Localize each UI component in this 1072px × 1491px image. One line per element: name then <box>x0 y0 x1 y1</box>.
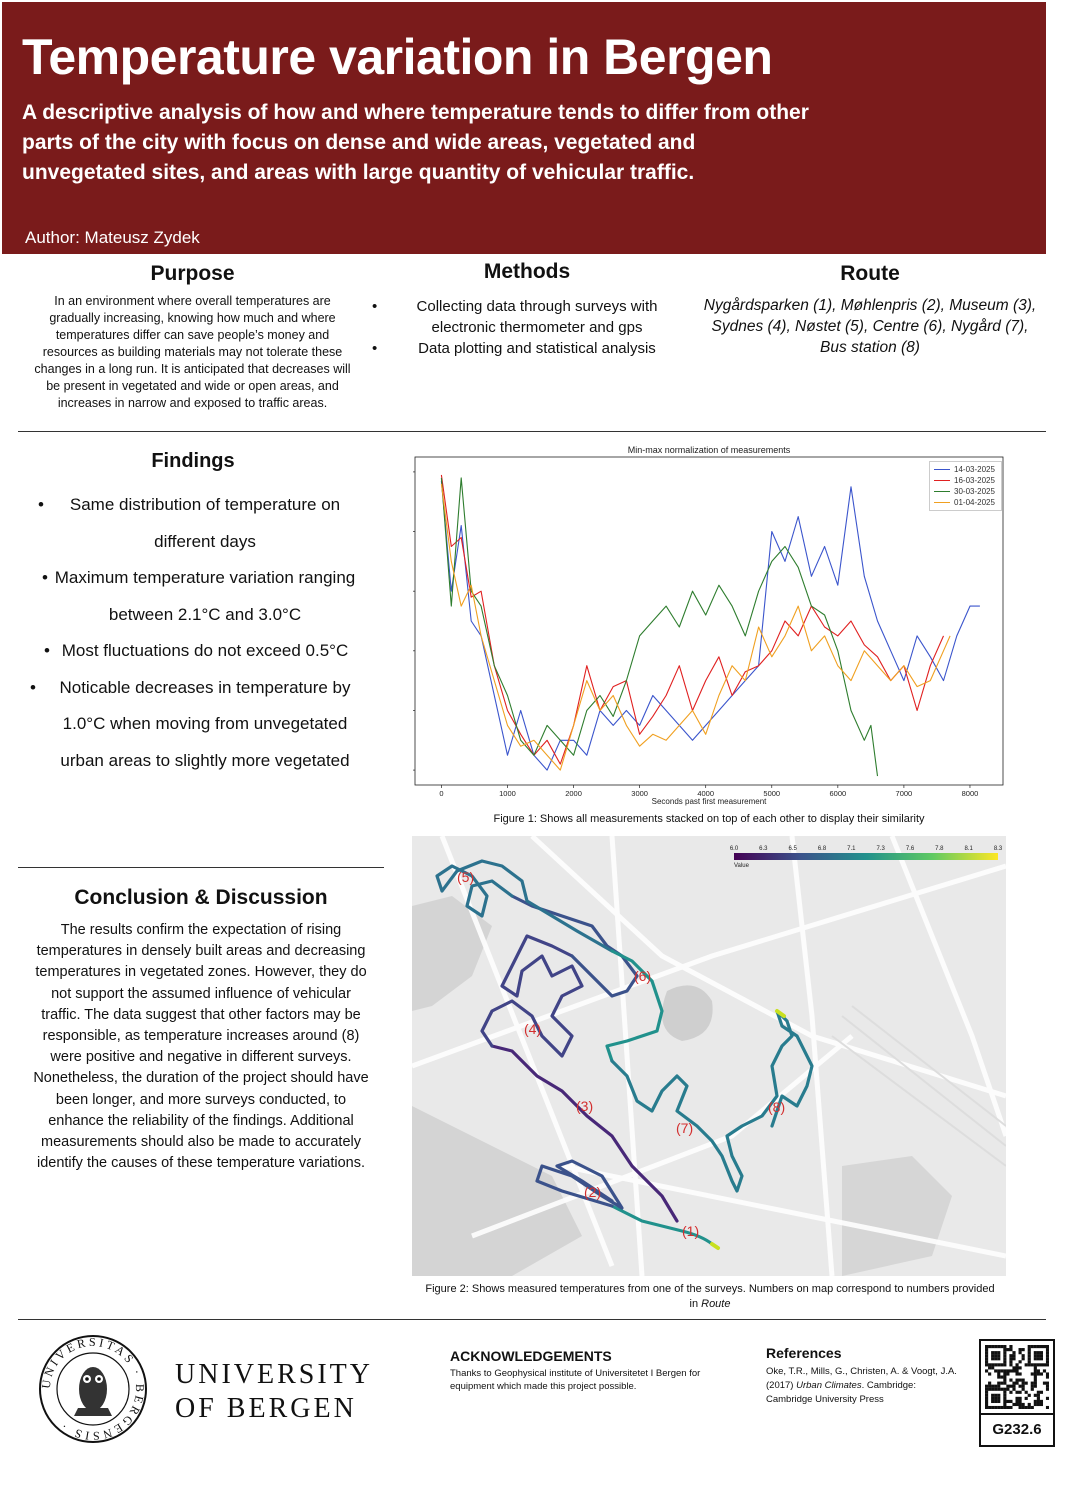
colorbar-tick: 7.8 <box>935 846 944 852</box>
legend-entry: 16-03-2025 <box>934 475 995 486</box>
map-label: (6) <box>634 968 652 984</box>
route-section <box>700 262 1040 358</box>
colorbar-tick: 6.5 <box>788 846 797 852</box>
methods-item: • Data plotting and statistical analysis <box>372 340 656 357</box>
bullet-icon: • <box>38 495 44 514</box>
findings-item: • Most fluctuations do not exceed 0.5°C <box>28 633 358 670</box>
conclusion-text: The results confirm the expectation of rising temperatures in densely built areas and decreasing temperatures in vegetated zones. However, they do not support the assumed influence of vehicular traffic. The data suggest that other factors may be responsible, as temperature increases around (8) were positive and negative in different surveys. Nonetheless, the duration of the project should have been longer, and more surveys conducted, to enhance the reliability of the findings. Additional measurements should also be made to accurately identify the causes of these temperature variations. <box>33 922 369 1172</box>
findings-list <box>28 487 358 779</box>
lake-icon <box>662 985 713 1041</box>
reference-entry: Oke, T.R., Mills, G., Christen, A. & Voogt, J.A. (2017) Urban Climates. Cambridge: Cambridge University Press <box>766 1366 957 1405</box>
methods-list <box>372 296 682 359</box>
figure2-caption: Figure 2: Shows measured temperatures from one of the surveys. Numbers on map correspond to numbers provided in Route <box>425 1283 995 1310</box>
acknowledgements-section <box>450 1348 750 1393</box>
findings-divider <box>18 867 384 868</box>
chart-title: Min-max normalization of measurements <box>627 445 791 455</box>
colorbar <box>734 853 998 860</box>
bullet-icon: • <box>372 298 378 315</box>
map-label: (7) <box>676 1120 694 1136</box>
x-tick-label: 1000 <box>499 789 516 798</box>
purpose-section <box>30 262 355 412</box>
colorbar-tick: 6.0 <box>729 846 739 852</box>
university-name: UNIVERSITY OF BERGEN <box>175 1359 373 1424</box>
bullet-icon: • <box>42 568 48 587</box>
purpose-title: Purpose <box>150 262 235 285</box>
university-seal-icon <box>38 1334 148 1444</box>
figure1-caption: Figure 1: Shows all measurements stacked on top of each other to display their similarity <box>493 813 925 825</box>
findings-title: Findings <box>151 450 235 472</box>
colorbar-tick: 6.3 <box>759 846 768 852</box>
x-tick-label: 8000 <box>961 789 979 798</box>
methods-title: Methods <box>483 260 571 283</box>
svg-text:UNIVERSITAS · BERGENSIS ·: UNIVERSITAS · BERGENSIS · <box>38 1334 148 1444</box>
qr-code-box[interactable] <box>979 1339 1055 1447</box>
map-label: (4) <box>524 1021 542 1037</box>
route-segment <box>482 936 582 1056</box>
bullet-icon: • <box>44 641 50 660</box>
colorbar-tick: 6.8 <box>817 846 827 852</box>
x-tick-label: 5000 <box>763 789 781 798</box>
legend-entry: 30-03-2025 <box>934 486 995 497</box>
map-svg <box>412 836 1006 1276</box>
footer-divider <box>18 1319 1046 1320</box>
bullet-icon: • <box>30 677 36 697</box>
map-label: (8) <box>768 1099 786 1115</box>
references-title: References <box>766 1345 842 1361</box>
colorbar-tick: 7.6 <box>905 846 915 852</box>
purpose-text: In an environment where overall temperatures are gradually increasing, knowing how much and where temperatures differ can save people’s money and resources as building materials may not tolerate these changes in a long run. It is anticipated that decreases will be present in vegetated and wide or open areas, and increases in narrow and exposed to traffic areas. <box>34 294 351 410</box>
conclusion-title: Conclusion & Discussion <box>74 886 328 909</box>
conclusion-section <box>30 886 372 1174</box>
findings-item: • Same distribution of temperature on different days <box>28 487 358 560</box>
findings-section <box>28 450 358 779</box>
colorbar-tick: 7.3 <box>876 846 885 852</box>
chart-xlabel: Seconds past first measurement <box>651 797 767 806</box>
bullet-icon: • <box>372 340 378 357</box>
x-tick-label: 4000 <box>697 789 715 798</box>
map-label: (2) <box>584 1184 602 1200</box>
poster-id: G232.6 <box>981 1413 1053 1445</box>
map-label: (1) <box>682 1223 700 1239</box>
colorbar-tick: 7.1 <box>847 846 856 852</box>
colorbar-label: Value <box>734 863 749 869</box>
section-divider <box>18 431 1046 432</box>
legend-entry: 14-03-2025 <box>934 464 995 475</box>
acknowledgements-text: Thanks to Geophysical institute of Universitetet I Bergen for equipment which made this project possible. <box>450 1368 701 1392</box>
x-tick-label: 7000 <box>895 789 913 798</box>
x-tick-label: 3000 <box>631 789 648 798</box>
methods-section <box>372 260 682 359</box>
references-section <box>766 1345 961 1407</box>
legend-entry: 01-04-2025 <box>934 497 995 508</box>
acknowledgements-title: ACKNOWLEDGEMENTS <box>450 1348 612 1364</box>
line-chart-svg <box>413 443 1005 808</box>
x-tick-label: 6000 <box>829 789 847 798</box>
poster-subtitle: A descriptive analysis of how and where temperature tends to differ from other parts of the city with focus on dense and wide areas, vegetated and unvegetated sites, and areas with large quantity of vehicular traffic. <box>22 101 809 184</box>
water-area <box>842 1156 952 1276</box>
route-segment <box>712 1244 718 1248</box>
map-label: (3) <box>576 1098 594 1114</box>
colorbar-tick: 8.3 <box>993 846 1003 852</box>
methods-item: • Collecting data through surveys with electronic thermometer and gps <box>372 298 658 336</box>
poster-title: Temperature variation in Bergen <box>22 29 773 85</box>
route-title: Route <box>840 262 900 285</box>
route-text: Nygårdsparken (1), Møhlenpris (2), Museum (3), Sydnes (4), Nøstet (5), Centre (6), Nygård (7), Bus station (8) <box>703 297 1037 356</box>
x-tick-label: 0 <box>439 789 444 798</box>
temperature-map <box>412 836 1006 1276</box>
findings-item: • Noticable decreases in temperature by 1.0°C when moving from unvegetated urban areas to slightly more vegetated <box>28 670 358 780</box>
findings-item: • Maximum temperature variation ranging between 2.1°C and 3.0°C <box>28 560 358 633</box>
author-line: Author: Mateusz Zydek <box>25 228 200 247</box>
qr-code-icon <box>985 1345 1049 1409</box>
chart-legend <box>929 461 1002 511</box>
line-chart <box>413 443 1005 808</box>
x-tick-label: 2000 <box>565 789 582 798</box>
map-label: (5) <box>457 869 475 885</box>
colorbar-tick: 8.1 <box>964 846 973 852</box>
